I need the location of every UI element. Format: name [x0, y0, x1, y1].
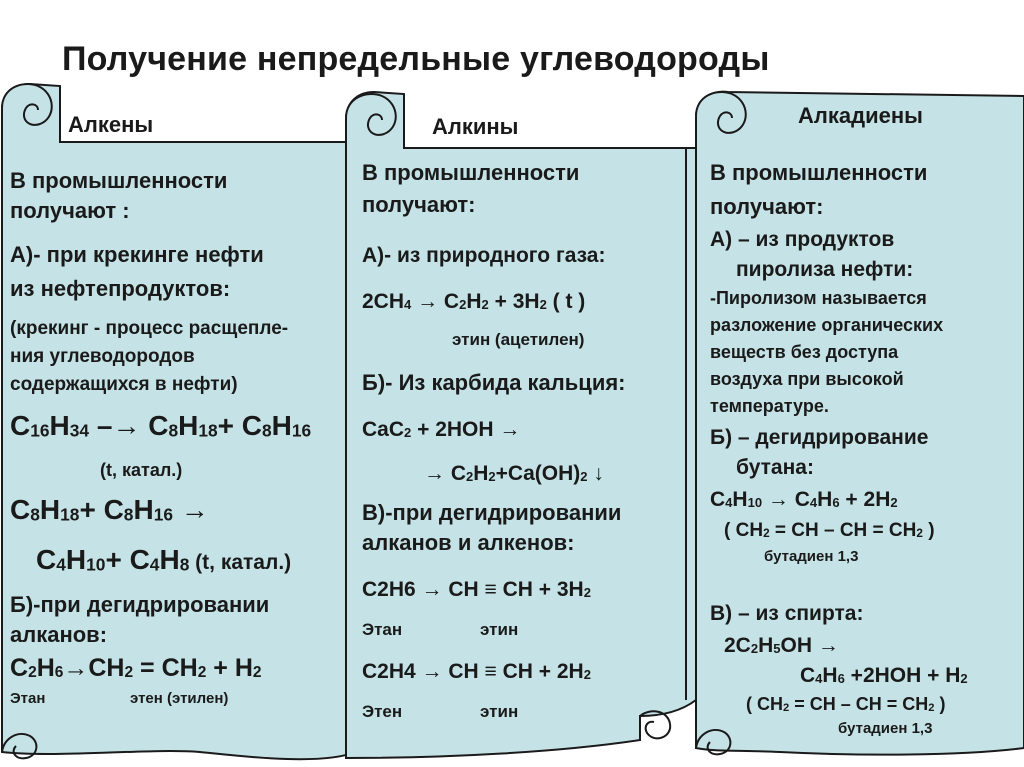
- formula-subscript: 4: [809, 495, 818, 511]
- col2-equation-5: [362, 660, 591, 684]
- formula-text: + H: [206, 654, 253, 682]
- formula-subscript: 8: [168, 420, 179, 441]
- formula-text: H: [822, 664, 838, 687]
- formula-text: ( CH: [724, 520, 764, 541]
- col1-equation-3-formula: [36, 544, 189, 575]
- formula-text: C: [710, 488, 726, 511]
- col3-equation-5: [746, 694, 945, 715]
- col3-equation-3: [724, 634, 839, 658]
- col1-equation-2: [10, 494, 209, 526]
- col2-label-ethyne-2: этин: [480, 702, 519, 721]
- col2-equation-4: [362, 578, 591, 602]
- formula-text: H: [271, 410, 292, 441]
- col1-industry-line2: получают :: [10, 198, 130, 223]
- formula-subscript: 2: [28, 664, 37, 682]
- formula-subscript: 2: [750, 641, 759, 657]
- col2-label-ethane: Этан: [362, 620, 403, 639]
- formula-subscript: 2: [488, 469, 496, 485]
- formula-text: C: [10, 410, 31, 441]
- col3-pyrolysis-line5: температуре.: [710, 396, 829, 416]
- formula-subscript: 2: [539, 297, 547, 313]
- formula-subscript: 2: [890, 495, 898, 511]
- col2-equation-1: [362, 290, 585, 314]
- formula-text: H: [178, 410, 199, 441]
- formula-subscript: 2: [252, 664, 262, 682]
- formula-text: H: [817, 488, 833, 511]
- formula-subscript: 5: [773, 641, 781, 657]
- formula-subscript: 18: [60, 504, 80, 525]
- formula-subscript: 16: [291, 420, 312, 441]
- formula-text: CaC: [362, 418, 405, 441]
- formula-text: H: [466, 290, 482, 313]
- col3-method-a-line2: пиролиза нефти:: [736, 258, 914, 281]
- col1-condition-1: (t, катал.): [100, 460, 183, 480]
- col3-equation-2: [724, 520, 935, 542]
- col3-equation-1: [710, 488, 898, 512]
- col2-equation-1-label: этин (ацетилен): [452, 330, 585, 349]
- col3-pyrolysis-line2: разложение органических: [710, 315, 944, 335]
- col2-method-v-line1: В)-при дегидрировании: [362, 500, 622, 525]
- col3-pyrolysis-line4: воздуха при высокой: [710, 369, 904, 389]
- formula-subscript: 10: [86, 554, 106, 575]
- formula-text: C: [10, 654, 29, 682]
- formula-subscript: 2: [763, 526, 770, 540]
- col1-equation-4: [10, 654, 262, 683]
- formula-subscript: 6: [832, 495, 840, 511]
- col3-industry-line1: В промышленности: [710, 160, 928, 185]
- formula-subscript: 2: [466, 469, 474, 485]
- formula-subscript: 2: [580, 469, 588, 485]
- col1-note-line3: содержащихся в нефти): [10, 374, 238, 395]
- col3-method-v: В) – из спирта:: [710, 602, 864, 625]
- formula-subscript: 4: [815, 671, 823, 687]
- col2-header: Алкины: [432, 114, 519, 139]
- formula-text: ): [934, 694, 946, 714]
- col1-header: Алкены: [68, 112, 154, 137]
- col1-equation-3: [36, 544, 291, 576]
- formula-subscript: 18: [198, 420, 218, 441]
- col3-equation-4: [800, 664, 968, 688]
- formula-subscript: 4: [56, 554, 66, 575]
- formula-text: → C: [411, 290, 460, 313]
- page-title: Получение непредельные углеводороды: [62, 40, 770, 78]
- col1-label-ethane: Этан: [10, 690, 46, 707]
- col3-method-b-line2: бутана:: [736, 456, 814, 479]
- formula-subscript: 8: [262, 420, 272, 441]
- formula-text: 2C: [724, 634, 751, 657]
- formula-text: ( CH: [746, 694, 783, 714]
- col3-pyrolysis-line3: веществ без доступа: [710, 342, 899, 362]
- formula-text: C2H4 → CH ≡ CH + 2H: [362, 660, 584, 683]
- formula-text: + 3H: [488, 290, 540, 313]
- col3-header: Алкадиены: [798, 103, 923, 128]
- formula-text: 2CH: [362, 290, 405, 313]
- formula-text: + C: [79, 494, 124, 525]
- col3-industry-line2: получают:: [710, 194, 824, 219]
- formula-subscript: 8: [179, 554, 190, 575]
- formula-text: → C: [424, 462, 466, 485]
- formula-subscript: 4: [725, 495, 733, 511]
- formula-text: + C: [217, 410, 263, 441]
- formula-text: C: [36, 544, 57, 575]
- formula-text: H: [473, 462, 489, 485]
- col1-equation-3-condition: (t, катал.): [189, 551, 292, 574]
- formula-text: → C: [762, 488, 810, 511]
- formula-text: + 2H: [839, 488, 891, 511]
- col1-method-b-line1: Б)-при дегидрировании: [10, 592, 270, 617]
- col3-method-a-line1: А) – из продуктов: [710, 228, 895, 251]
- col1-industry-line1: В промышленности: [10, 168, 228, 193]
- formula-text: H: [732, 488, 748, 511]
- formula-subscript: 16: [30, 420, 50, 441]
- col3-equation-5-label: бутадиен 1,3: [838, 720, 933, 737]
- col2-industry-line2: получают:: [362, 192, 476, 217]
- formula-subscript: 10: [747, 495, 763, 511]
- formula-text: H: [65, 544, 87, 575]
- formula-subscript: 16: [153, 504, 173, 525]
- formula-text: ( t ): [546, 290, 586, 313]
- formula-subscript: 6: [54, 664, 64, 682]
- col2-equation-3: [424, 462, 604, 486]
- formula-subscript: 2: [459, 297, 467, 313]
- formula-text: +Ca(OH): [495, 462, 581, 485]
- formula-text: H: [36, 654, 55, 682]
- formula-text: +2HOH + H: [844, 664, 961, 687]
- formula-subscript: 4: [149, 554, 160, 575]
- col1-equation-1: [10, 410, 311, 442]
- col2-industry-line1: В промышленности: [362, 160, 580, 185]
- formula-text: C: [10, 494, 31, 525]
- formula-subscript: 34: [69, 420, 90, 441]
- formula-subscript: 4: [404, 297, 412, 313]
- formula-subscript: 2: [783, 701, 790, 714]
- col2-method-b: Б)- Из карбида кальция:: [362, 370, 626, 395]
- col2-method-a: А)- из природного газа:: [362, 244, 606, 267]
- formula-subscript: 6: [837, 671, 845, 687]
- col2-equation-2: [362, 418, 520, 442]
- formula-subscript: 2: [583, 667, 591, 683]
- formula-text: H: [133, 494, 154, 525]
- formula-text: H: [49, 410, 70, 441]
- formula-text: H: [758, 634, 774, 657]
- formula-subscript: 2: [481, 297, 489, 313]
- formula-text: = CH: [133, 654, 198, 682]
- formula-text: OH →: [780, 634, 839, 657]
- col1-note-line2: ния углеводородов: [10, 346, 195, 367]
- formula-text: = CH – CH = CH: [769, 520, 917, 541]
- formula-text: + C: [105, 544, 150, 575]
- formula-subscript: 2: [197, 664, 207, 682]
- col1-note-line1: (крекинг - процесс расщепле-: [10, 318, 289, 339]
- formula-subscript: 2: [124, 664, 134, 682]
- formula-subscript: 2: [960, 671, 968, 687]
- formula-text: + 2HOH →: [411, 418, 521, 441]
- formula-text: ↓: [587, 462, 604, 485]
- formula-subscript: 8: [30, 504, 40, 525]
- col1-method-a-line2: из нефтепродуктов:: [10, 276, 231, 301]
- formula-subscript: 2: [583, 585, 591, 601]
- formula-text: –→ C: [89, 410, 169, 441]
- formula-subscript: 2: [916, 526, 923, 540]
- formula-text: = CH – CH = CH: [789, 694, 929, 714]
- formula-subscript: 2: [928, 701, 935, 714]
- col3-method-b-line1: Б) – дегидрирование: [710, 426, 929, 449]
- formula-text: C2H6 → CH ≡ CH + 3H: [362, 578, 584, 601]
- formula-text: →CH: [63, 654, 125, 682]
- col3-equation-2-label: бутадиен 1,3: [764, 548, 859, 565]
- formula-text: H: [39, 494, 61, 525]
- formula-text: H: [159, 544, 180, 575]
- col2-method-v-line2: алканов и алкенов:: [362, 530, 575, 555]
- formula-subscript: 2: [404, 425, 412, 441]
- formula-text: →: [173, 494, 209, 525]
- col1-label-ethene: этен (этилен): [130, 690, 229, 707]
- formula-subscript: 8: [123, 504, 134, 525]
- col2-label-ethene: Этен: [362, 702, 403, 721]
- formula-text: ): [922, 520, 935, 541]
- col1-method-b-line2: алканов:: [10, 622, 108, 647]
- col1-method-a-line1: А)- при крекинге нефти: [10, 242, 264, 267]
- col2-label-ethyne-1: этин: [480, 620, 519, 639]
- formula-text: C: [800, 664, 816, 687]
- col3-pyrolysis-line1: -Пиролизом называется: [710, 288, 927, 308]
